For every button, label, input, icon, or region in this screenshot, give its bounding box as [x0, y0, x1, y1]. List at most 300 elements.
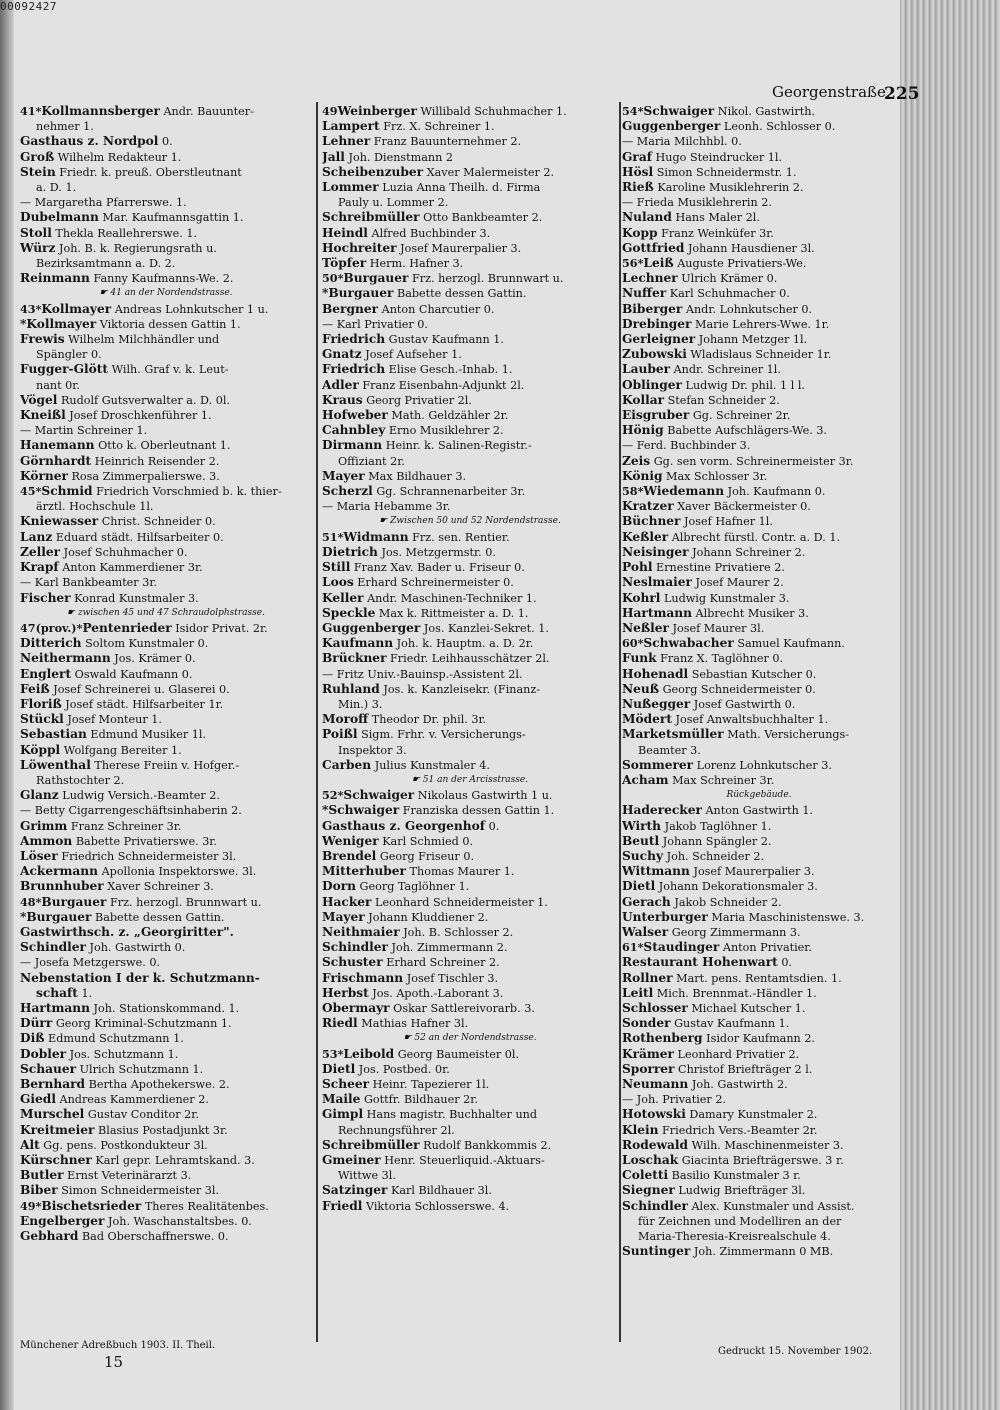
directory-entry [20, 362, 312, 377]
entry-continuation [20, 180, 312, 195]
resident-name: Still [322, 560, 351, 575]
resident-name: Biberger [622, 301, 683, 316]
directory-entry [20, 758, 312, 773]
resident-name: Lampert [322, 119, 380, 134]
cross-reference-note: ☛ Zwischen 50 und 52 Nordendstrasse. [379, 516, 561, 527]
resident-name: Schreibmüller [322, 210, 420, 225]
resident-name: Burgauer [41, 894, 107, 909]
entry-details: Rosa Zimmerpalierswe. 3. [71, 469, 220, 483]
entry-details: Josef Schreinerei u. Glaserei 0. [53, 682, 230, 696]
directory-entry [322, 971, 618, 986]
resident-name: Kreitmeier [20, 1122, 95, 1137]
entry-details: Edmund Schutzmann 1. [48, 1032, 184, 1046]
resident-name: Frischmann [322, 970, 404, 985]
resident-name: Keller [322, 590, 364, 605]
directory-entry [322, 271, 618, 286]
entry-details: Franziska dessen Gattin 1. [402, 804, 555, 818]
resident-name: Scheibenzuber [322, 164, 424, 179]
directory-entry [322, 621, 618, 636]
directory-entry [622, 910, 896, 925]
entry-details: Georg Schneidermeister 0. [662, 682, 816, 696]
resident-name: Obermayr [322, 1000, 390, 1015]
entry-details: Sigm. Frhr. v. Versicherungs- [361, 728, 526, 742]
entry-details: nant 0r. [36, 378, 80, 392]
entry-details: Joh. Zimmermann 0 MB. [693, 1245, 834, 1259]
entry-details: Franz Xav. Bader u. Friseur 0. [353, 561, 525, 575]
directory-entry [622, 530, 896, 545]
resident-name: Bischetsrieder [41, 1198, 142, 1213]
directory-entry [622, 955, 896, 970]
resident-name: Widmann [343, 529, 409, 544]
resident-name: Neithermann [20, 651, 111, 666]
resident-name: Floriß [20, 696, 62, 711]
directory-entry [622, 1123, 896, 1138]
directory-entry [20, 895, 312, 910]
directory-entry [20, 1229, 312, 1244]
entry-details: Marie Lehrers-Wwe. 1r. [695, 317, 830, 331]
entry-details: Johann Metzger 1l. [698, 333, 808, 347]
house-number: 53* [322, 1046, 344, 1061]
entry-details: Franz X. Taglöhner 0. [660, 652, 784, 666]
directory-entry [622, 271, 896, 286]
entry-details: Theres Realitätenbes. [144, 1199, 269, 1213]
entry-details: Karl Schuhmacher 0. [669, 287, 790, 301]
resident-name: Feiß [20, 681, 50, 696]
entry-details: Johann Spängler 2. [662, 834, 772, 848]
resident-name: Hanemann [20, 438, 95, 453]
directory-entry [622, 667, 896, 682]
directory-entry [322, 940, 618, 955]
directory-entry [322, 302, 618, 317]
entry-details: Ludwig Briefträger 3l. [678, 1184, 806, 1198]
entry-details: Jos. k. Kanzleisekr. (Finanz- [383, 682, 541, 696]
directory-entry [622, 150, 896, 165]
directory-entry [622, 834, 896, 849]
entry-details: Albrecht Musiker 3. [695, 606, 809, 620]
entry-details: Andr. Lohnkutscher 0. [685, 302, 813, 316]
directory-entry [20, 1199, 312, 1214]
resident-name: Gasthaus z. Georgenhof [322, 818, 486, 833]
house-number: 49* [20, 1198, 42, 1213]
resident-name: Sporrer [622, 1061, 675, 1076]
directory-entry [20, 332, 312, 347]
entry-details: Math. Versicherungs- [727, 728, 850, 742]
directory-entry [622, 1062, 896, 1077]
directory-entry [20, 423, 312, 438]
directory-entry [20, 438, 312, 453]
directory-entry [20, 271, 312, 286]
directory-entry [20, 1062, 312, 1077]
entry-details: Leonhard Privatier 2. [677, 1047, 800, 1061]
directory-entry [20, 819, 312, 834]
resident-name: Kollar [622, 392, 665, 407]
entry-details: — Maria Milchhbl. 0. [622, 135, 742, 149]
entry-details: Wilh. Maschinenmeister 3. [691, 1138, 844, 1152]
house-number: 54* [622, 104, 644, 118]
directory-entry [20, 134, 312, 149]
entry-details: Georg Privatier 2l. [366, 393, 472, 407]
directory-entry [322, 667, 618, 682]
directory-entry [622, 362, 896, 377]
entry-details: Max k. Rittmeister a. D. 1. [378, 606, 529, 620]
directory-entry [622, 986, 896, 1001]
resident-name: Neuß [622, 681, 660, 696]
directory-entry [20, 864, 312, 879]
entry-details: Ulrich Krämer 0. [681, 272, 778, 286]
directory-entry [20, 104, 312, 119]
entry-details: Otto Bankbeamter 2. [423, 211, 543, 225]
directory-entry [322, 712, 618, 727]
resident-name: Marketsmüller [622, 727, 724, 742]
directory-entry [622, 864, 896, 879]
directory-entry [622, 651, 896, 666]
entry-details: Mart. pens. Rentamtsdien. 1. [676, 971, 842, 985]
directory-entry [322, 469, 618, 484]
resident-name: Schindler [322, 940, 388, 955]
resident-name: Siegner [622, 1183, 675, 1198]
directory-entry [622, 895, 896, 910]
entry-continuation [20, 378, 312, 393]
resident-name: Wittmann [622, 864, 690, 879]
entry-details: Heinr. Tapezierer 1l. [372, 1078, 490, 1091]
resident-name: Mitterhuber [322, 864, 406, 879]
entry-details: Stefan Schneider 2. [667, 393, 780, 407]
directory-entry [322, 317, 618, 332]
resident-name: Staudinger [643, 940, 720, 955]
entry-details: Viktoria dessen Gattin 1. [99, 317, 241, 331]
directory-entry [622, 1092, 896, 1107]
resident-name: Englert [20, 666, 72, 681]
entry-details: Joh. Gastwirth 0. [89, 941, 186, 955]
entry-details: Karl gepr. Lehramtskand. 3. [95, 1154, 255, 1168]
directory-entry [322, 134, 618, 149]
directory-entry [622, 879, 896, 894]
directory-entry [322, 591, 618, 606]
entry-details: Erno Musiklehrer 2. [388, 424, 504, 438]
running-header: Georgenstraße. [772, 83, 891, 101]
resident-name: Satzinger [322, 1183, 388, 1198]
directory-entry [322, 256, 618, 271]
resident-name: Löwenthal [20, 757, 91, 772]
entry-details: Friedr. k. preuß. Oberstleutnant [59, 165, 242, 179]
entry-details: Wilh. Graf v. k. Leut- [111, 363, 229, 377]
directory-entry [20, 1031, 312, 1046]
entry-details: Karl Schmied 0. [382, 834, 474, 848]
resident-name: Zubowski [622, 347, 687, 362]
entry-continuation [322, 743, 618, 758]
house-number: 50* [322, 271, 344, 286]
resident-name: Mayer [322, 468, 365, 483]
resident-name: Hohenadl [622, 666, 689, 681]
directory-entry [20, 910, 312, 925]
resident-name: Murschel [20, 1107, 85, 1122]
directory-entry [622, 1153, 896, 1168]
directory-entry [622, 210, 896, 225]
resident-name: Schauer [20, 1061, 77, 1076]
house-number: 61* [622, 940, 644, 955]
directory-entry [20, 1138, 312, 1153]
resident-name: *Schwaiger [322, 803, 400, 818]
entry-details: Andr. Maschinen-Techniker 1. [367, 591, 537, 605]
house-number: 48* [20, 894, 42, 909]
resident-name: Brendel [322, 848, 377, 863]
entry-details: Jos. Metzgermstr. 0. [381, 545, 496, 559]
resident-name: Lommer [322, 180, 379, 195]
resident-name: Sebastian [20, 727, 87, 742]
directory-entry [622, 393, 896, 408]
entry-details: Franz Eisenbahn-Adjunkt 2l. [362, 378, 525, 392]
resident-name: Cahnbley [322, 423, 386, 438]
directory-entry [622, 423, 896, 438]
directory-entry [322, 727, 618, 742]
entry-details: Rechnungsführer 2l. [338, 1123, 455, 1137]
entry-details: Gustav Conditor 2r. [87, 1108, 199, 1122]
resident-name: Alt [20, 1137, 40, 1152]
house-number: 47(prov.)* [20, 620, 83, 635]
entry-details: Jos. Krämer 0. [114, 652, 196, 666]
directory-entry [322, 682, 618, 697]
entry-details: Beamter 3. [638, 743, 701, 757]
resident-name: Coletti [622, 1168, 669, 1183]
directory-entry [20, 636, 312, 651]
resident-name: Lauber [622, 362, 671, 377]
entry-details: Anton Privatier. [722, 941, 812, 955]
directory-entry [622, 1199, 896, 1214]
entry-details: Max Schreiner 3r. [672, 773, 775, 787]
entry-details: Max Bildhauer 3. [368, 469, 467, 483]
resident-name: Mödert [622, 712, 672, 727]
resident-name: Glanz [20, 788, 59, 803]
entry-details: — Ferd. Buchbinder 3. [622, 439, 751, 453]
entry-details: Isidor Privat. 2r. [175, 621, 268, 635]
resident-name: Rollner [622, 970, 673, 985]
directory-entry [622, 454, 896, 469]
entry-details: Konrad Kunstmaler 3. [74, 591, 199, 605]
resident-name: Giedl [20, 1092, 56, 1107]
directory-entry [20, 1077, 312, 1092]
entry-details: Andreas Lohnkutscher 1 u. [114, 302, 269, 316]
directory-entry [622, 575, 896, 590]
house-number: 41* [20, 104, 42, 118]
directory-entry [622, 317, 896, 332]
resident-name: Carben [322, 757, 372, 772]
entry-details: 0. [781, 956, 792, 970]
entry-details: Jos. Apoth.-Laborant 3. [372, 986, 504, 1000]
directory-entry [322, 1138, 618, 1153]
resident-name: Nebenstation I der k. Schutzmann- [20, 970, 260, 985]
resident-name: Drebinger [622, 316, 692, 331]
resident-name: Schuster [322, 955, 383, 970]
entry-details: nehmer 1. [36, 120, 94, 134]
entry-details: Josef Monteur 1. [67, 713, 162, 727]
directory-entry [322, 393, 618, 408]
entry-details: Leonh. Schlosser 0. [723, 120, 836, 134]
entry-details: Christ. Schneider 0. [101, 515, 216, 529]
entry-details: Ludwig Dr. phil. 1 l l. [685, 378, 805, 392]
page-stack-edge [900, 0, 1000, 1410]
entry-details: Gottfr. Bildhauer 2r. [363, 1093, 478, 1107]
resident-name: Gmeiner [322, 1153, 381, 1168]
directory-entry [322, 849, 618, 864]
directory-entry [322, 606, 618, 621]
sheet-signature: 15 [104, 1353, 124, 1371]
resident-name: Hartmann [622, 605, 692, 620]
directory-entry [622, 773, 896, 788]
entry-details: Josef Gastwirth 0. [693, 697, 796, 711]
entry-details: — Margaretha Pfarrerswe. 1. [20, 196, 187, 210]
entry-details: a. D. 1. [36, 181, 77, 195]
directory-entry [20, 1183, 312, 1198]
entry-continuation [20, 347, 312, 362]
entry-details: Gustav Kaufmann 1. [674, 1017, 790, 1031]
entry-details: Erhard Schreiner 2. [386, 956, 500, 970]
resident-name: Stückl [20, 712, 64, 727]
resident-name: Schindler [622, 1198, 688, 1213]
resident-name: Pohl [622, 560, 653, 575]
resident-name: Loos [322, 575, 354, 590]
resident-name: Reinmann [20, 271, 90, 286]
resident-name: Würz [20, 240, 56, 255]
entry-details: Mar. Kaufmannsgattin 1. [102, 211, 244, 225]
entry-details: Xaver Malermeister 2. [426, 165, 555, 179]
entry-continuation [20, 499, 312, 514]
resident-name: *Kollmayer [20, 316, 97, 331]
entry-details: Frz. X. Schreiner 1. [383, 120, 495, 134]
entry-continuation [322, 1168, 618, 1183]
resident-name: Kollmayer [41, 301, 112, 316]
entry-details: Samuel Kaufmann. [737, 637, 845, 651]
directory-entry [622, 1077, 896, 1092]
entry-continuation [20, 256, 312, 271]
directory-entry [322, 803, 618, 818]
resident-name: Wiedemann [643, 484, 725, 499]
directory-entry [20, 1047, 312, 1062]
entry-details: Frz. herzogl. Brunnwart u. [110, 895, 262, 909]
directory-entry [622, 758, 896, 773]
entry-details: Joh. k. Hauptm. a. D. 2r. [396, 637, 534, 651]
entry-details: Josef Maurer 3l. [672, 621, 765, 635]
resident-name: Kollmannsberger [41, 104, 160, 118]
cross-reference-note: ☛ 52 an der Nordendstrasse. [403, 1033, 537, 1044]
house-number: 43* [20, 301, 42, 316]
resident-name: Krapf [20, 560, 59, 575]
entry-details: Offiziant 2r. [338, 454, 405, 468]
resident-name: Gimpl [322, 1107, 364, 1122]
directory-entry [20, 241, 312, 256]
directory-entry [20, 955, 312, 970]
resident-name: Rodewald [622, 1137, 689, 1152]
entry-details: Ludwig Kunstmaler 3. [663, 591, 790, 605]
resident-name: Nußegger [622, 696, 691, 711]
directory-entry [20, 530, 312, 545]
resident-name: Riedl [322, 1016, 358, 1031]
entry-continuation [322, 697, 618, 712]
entry-details: Babette Privatierswe. 3r. [75, 834, 217, 848]
resident-name: Hofweber [322, 408, 388, 423]
resident-name: Bernhard [20, 1077, 86, 1091]
resident-name: Köppl [20, 742, 61, 757]
house-number: 56* [622, 256, 644, 271]
entry-details: Min.) 3. [338, 697, 383, 711]
entry-details: Isidor Kaufmann 2. [706, 1032, 815, 1046]
entry-details: Xaver Bäckermeister 0. [677, 500, 811, 514]
entry-details: Julius Kunstmaler 4. [374, 758, 490, 772]
entry-details: Georg Friseur 0. [379, 849, 475, 863]
directory-entry [622, 971, 896, 986]
resident-name: Vögel [20, 392, 58, 407]
resident-name: Rothenberg [622, 1031, 703, 1046]
directory-entry [20, 667, 312, 682]
entry-details: Jakob Taglöhner 1. [664, 819, 772, 833]
directory-entry [322, 423, 618, 438]
resident-name: Löser [20, 848, 58, 863]
resident-name: Guggenberger [622, 119, 721, 134]
directory-entry [20, 803, 312, 818]
house-number: 58* [622, 484, 644, 499]
directory-entry [20, 591, 312, 606]
entry-details: Georg Baumeister 0l. [397, 1047, 520, 1061]
entry-continuation [20, 119, 312, 134]
resident-name: Frewis [20, 332, 65, 347]
entry-details: ärztl. Hochschule 1l. [36, 500, 154, 514]
footer-imprint: Münchener Adreßbuch 1903. II. Theil. [20, 1340, 216, 1351]
directory-entry [20, 621, 312, 636]
cross-reference-note: ☛ 51 an der Arcisstrasse. [411, 774, 529, 785]
entry-details: Ulrich Schutzmann 1. [79, 1062, 204, 1076]
directory-entry [20, 317, 312, 332]
entry-details: Franz Schreiner 3r. [70, 819, 182, 833]
directory-entry [322, 758, 618, 773]
entry-details: Rudolf Gutsverwalter a. D. 0l. [60, 393, 230, 407]
directory-column-1 [20, 104, 312, 1244]
entry-details: Karoline Musiklehrerin 2. [657, 181, 804, 195]
resident-name: Kraus [322, 392, 363, 407]
entry-details: Friedrich Schneidermeister 3l. [61, 849, 237, 863]
entry-details: Georg Kriminal-Schutzmann 1. [55, 1017, 232, 1031]
column-rule [316, 102, 318, 1342]
entry-details: Mich. Brennmat.-Händler 1. [656, 986, 817, 1000]
directory-entry [622, 469, 896, 484]
entry-details: — Josefa Metzgerswe. 0. [20, 956, 161, 970]
directory-entry [622, 1107, 896, 1122]
directory-entry [322, 484, 618, 499]
entry-details: Max Schlosser 3r. [666, 469, 768, 483]
resident-name: Scherzl [322, 484, 373, 499]
directory-entry [20, 682, 312, 697]
directory-entry [622, 332, 896, 347]
resident-name: Kniewasser [20, 514, 99, 529]
resident-name: Nuffer [622, 286, 667, 301]
directory-entry [322, 438, 618, 453]
directory-entry [322, 210, 618, 225]
entry-details: Viktoria Schlosserswe. 4. [365, 1199, 510, 1213]
entry-details: Therese Freiin v. Hofger.- [94, 758, 240, 772]
resident-name: Schwaiger [343, 788, 415, 803]
resident-name: Haderecker [622, 803, 702, 818]
entry-details: 0. [161, 135, 173, 149]
resident-name: Gnatz [322, 347, 362, 362]
directory-entry [622, 925, 896, 940]
resident-name: Rieß [622, 180, 654, 195]
resident-name: Brückner [322, 651, 387, 666]
resident-name: Moroff [322, 712, 369, 727]
entry-details: Johann Kluddiener 2. [368, 910, 489, 924]
resident-name: Diß [20, 1031, 45, 1046]
directory-entry [622, 621, 896, 636]
entry-details: Josef Anwaltsbuchhalter 1. [675, 713, 829, 727]
directory-entry [322, 1062, 618, 1077]
entry-details: Otto k. Oberleutnant 1. [98, 439, 231, 453]
